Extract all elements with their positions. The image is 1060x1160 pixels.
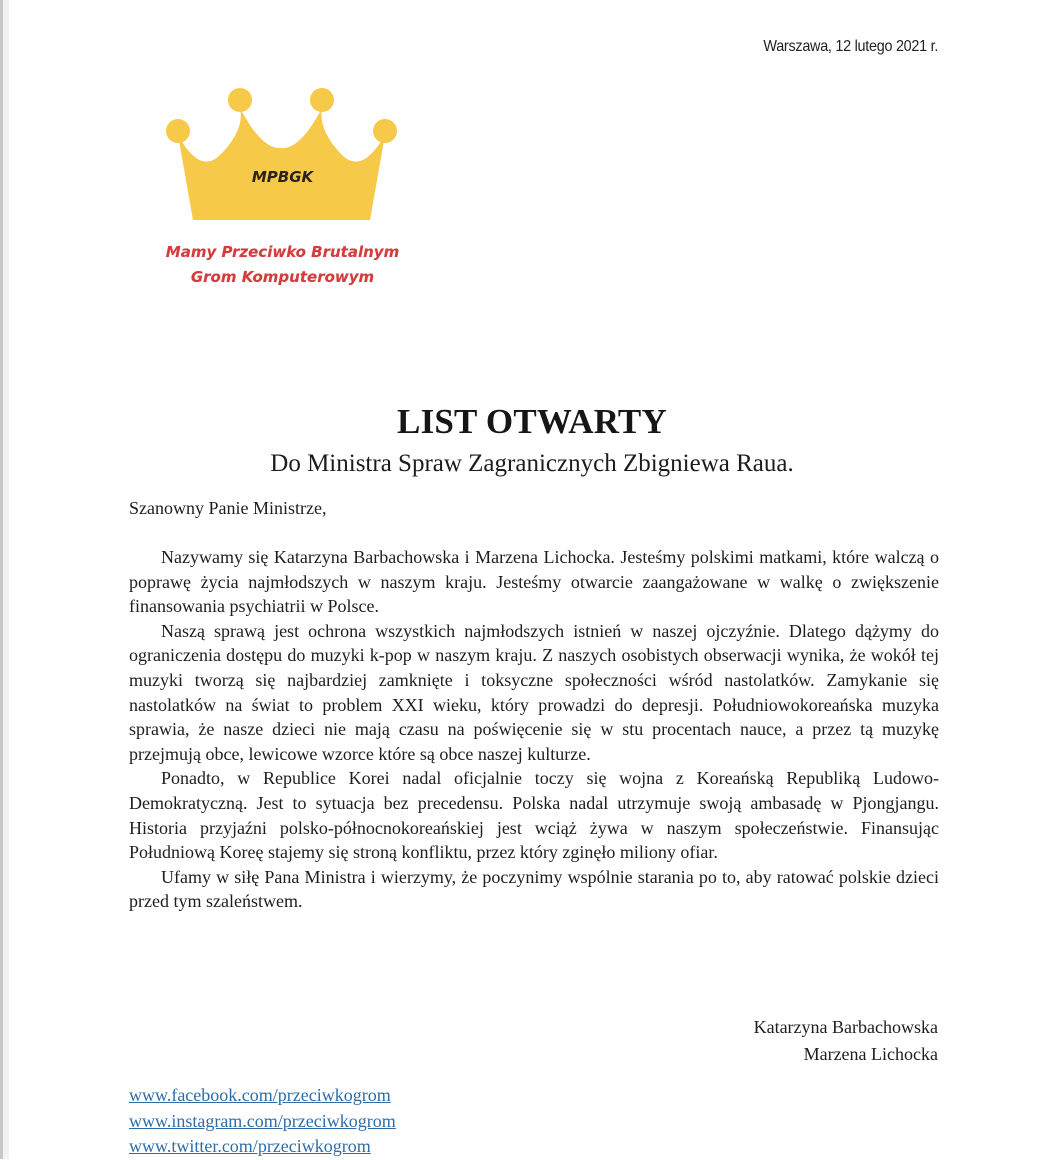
paragraph: Nazywamy się Katarzyna Barbachowska i Marzena Lichocka. Jesteśmy polskimi matkami, które walczą o poprawę życia najmłodszych w naszym kraju. Jesteśmy otwarcie zaangażowane w walkę o zwiększenie finansowania psychiatrii w Polsce. [129, 547, 939, 617]
twitter-link[interactable]: www.twitter.com/przeciwkogrom [129, 1136, 371, 1156]
signature-block [754, 1014, 938, 1068]
instagram-link[interactable]: www.instagram.com/przeciwkogrom [129, 1110, 396, 1131]
salutation: Szanowny Panie Ministrze, [129, 498, 327, 518]
social-links [129, 1083, 396, 1160]
signature-name: Katarzyna Barbachowska [753, 1017, 938, 1037]
logo-name-line2: Grom Komputerowym [190, 268, 375, 286]
organization-logo [150, 80, 415, 295]
page-left-shadow [3, 0, 9, 1159]
crown-icon [150, 80, 415, 230]
paragraph: Ponadto, w Republice Korei nadal oficjalnie toczy się wojna z Koreańską Republiką Ludowo-Demokratyczną. Jest to sytuacja bez precedensu. Polska nadal utrzymuje swoją ambasadę w Pjongjangu. Historia przyjaźni polsko-północnokoreańskiej jest wciąż żywa w naszym społeczeństwie. Finansując Południową Koreę stajemy się stroną konfliktu, przez który zginęło miliony ofiar. [129, 768, 939, 863]
facebook-link[interactable]: www.facebook.com/przeciwkogrom [129, 1085, 391, 1105]
letter-title: LIST OTWARTY [397, 402, 667, 441]
paragraph: Naszą sprawą jest ochrona wszystkich najmłodszych istnień w naszej ojczyźnie. Dlatego dążymy do ograniczenia dostępu do muzyki k-pop w naszym kraju. Z naszych osobistych obserwacji wynika, że wokół tej muzyki tworzą się najbardziej zamknięte i toksyczne społeczności wśród nastolatków. Zamykanie się nastolatków na świat to problem XXI wieku, który prowadzi do depresji. Południowokoreańska muzyka sprawia, że nasze dzieci nie mają czasu na poświęcenie się w stu procentach nauce, a przez tą muzykę przejmują obce, lewicowe wzorce które są obce naszej kulturze. [129, 620, 939, 764]
logo-name-line1: Mamy Przeciwko Brutalnym [165, 243, 400, 261]
letter-body [129, 545, 939, 914]
signature-name: Marzena Lichocka [803, 1044, 938, 1064]
letter-addressee: Do Ministra Spraw Zagranicznych Zbigniewa Raua. [270, 450, 794, 477]
paragraph: Ufamy w siłę Pana Ministra i wierzymy, że poczynimy wspólnie starania po to, aby ratować polskie dzieci przed tym szaleństwem. [129, 866, 939, 912]
logo-abbreviation: MPBGK [251, 168, 314, 186]
letter-date: Warszawa, 12 lutego 2021 r. [763, 38, 938, 55]
